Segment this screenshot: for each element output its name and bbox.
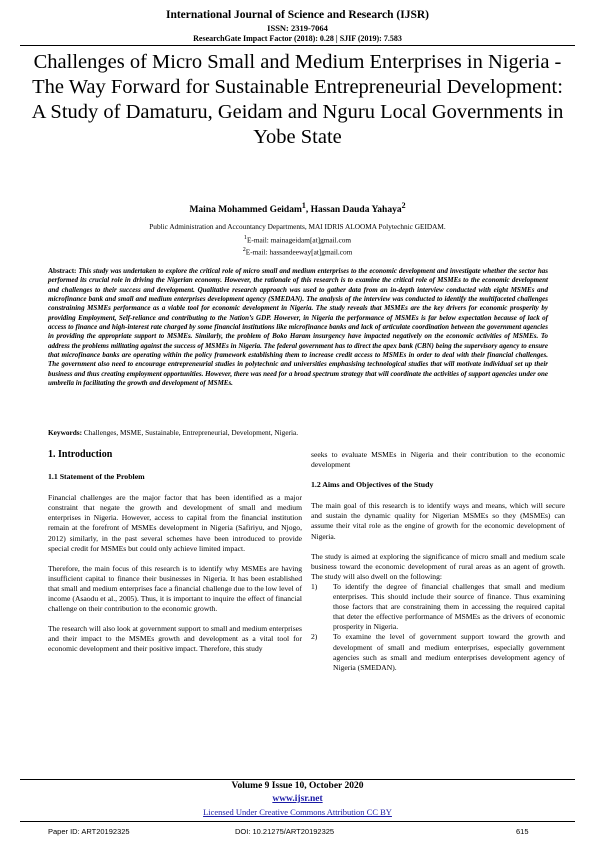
right-column [311, 450, 565, 673]
author-line [0, 201, 595, 215]
license-link[interactable]: Licensed Under Creative Commons Attribution CC BY [203, 807, 392, 817]
paragraph: Therefore, the main focus of this research is to identify why MSMEs are having insufficient capital to finance their businesses in Nigeria. It has been established that small and medium enterprises face a financial challenge due to the low level of income (Asaodu et al., 2005). Thus, it is important to inquire the effect of financial challenge on their contribution to the economic growth. [48, 563, 302, 614]
subsection-heading: 1.1 Statement of the Problem [48, 472, 145, 482]
author-separator: , [305, 205, 311, 216]
paragraph: seeks to evaluate MSMEs in Nigeria and their contribution to the economic development [311, 450, 565, 470]
list-item-text: To identify the degree of financial challenges that small and medium enterprises. This should include their source of finance. Thus examining those factors that are constraining them in accessing the required capital that deter the effective performance of MSMEs as the drivers of economic prosperity in Nigeria. [333, 581, 565, 632]
footer-rule [20, 779, 575, 780]
email-line [0, 245, 595, 258]
paragraph: The main goal of this research is to identify ways and means, which will secure and sustain the dynamic quality for Nigerian MSMEs so they (MSMEs) can assume their vital role as the engine of growth for the economic development of Nigeria. [311, 501, 565, 541]
volume-issue: Volume 9 Issue 10, October 2020 [231, 781, 364, 791]
affiliation-line: Public Administration and Accountancy Departments, MAI IDRIS ALOOMA Polytechnic GEIDAM. [149, 222, 446, 231]
author-name: Hassan Dauda Yahaya [310, 205, 402, 216]
author-affil-mark: 2 [401, 201, 406, 210]
list-item [311, 632, 565, 672]
list-item-number: 1) [311, 581, 318, 591]
email-line [0, 233, 595, 246]
journal-name: International Journal of Science and Research (IJSR) [165, 9, 429, 21]
list-item [311, 582, 565, 632]
footer-bottom-rule [20, 821, 575, 822]
affil-mark: 2 [242, 247, 246, 254]
objectives-list [311, 582, 565, 673]
author-name: Maina Mohammed Geidam [189, 205, 302, 216]
keywords-text: Challenges, MSME, Sustainable, Entrepreneurial, Development, Nigeria. [83, 428, 299, 437]
paragraph: The research will also look at government support to small and medium enterprises and their impact to the MSMEs growth and development as a vital tool for economic development and their positive impact. Therefore, this study [48, 624, 302, 654]
abstract-label: Abstract: [48, 267, 77, 275]
paper-title: Challenges of Micro Small and Medium Enterprises in Nigeria - The Way Forward for Sustainable Entrepreneurial Development: A Study of Damaturu, Geidam and Nguru Local Governments in Yobe State [31, 51, 564, 148]
list-item-number: 2) [311, 632, 318, 642]
paper-id: Paper ID: ART20192325 [48, 827, 130, 836]
journal-impact-factor: ResearchGate Impact Factor (2018): 0.28 | SJIF (2019): 7.583 [193, 34, 402, 43]
author-email: E-mail: mainageidam[at]gmail.com [246, 234, 352, 244]
subsection-heading: 1.2 Aims and Objectives of the Study [311, 480, 434, 490]
header-rule [20, 45, 575, 46]
affiliation [0, 222, 595, 258]
journal-issn: ISSN: 2319-7064 [267, 23, 328, 33]
journal-website-link[interactable]: www.ijsr.net [272, 794, 323, 804]
abstract-text: This study was undertaken to explore the critical role of micro small and medium enterprises to the economic development and investigate whether the sector has performed its crucial role in driving the Nigerian economy. However, the rationale of this research is to examine the critical role of MSMEs to the economic development and challenges to their success and development. Qualitative research approach was used to gather data from an in-depth interview conducted with eight MSMEs and microfinance bank and small and medium enterprises development agency (SMEDAN). The analysis of the interview was conducted to identify the multifaceted challenges constraining MSMEs performance as a viable tool for economic development in Nigeria. The study reveals that MSMEs are the key drivers for economic prosperity by providing Employment, Self-reliance and contributing to the Nation’s GDP. However, in Nigeria the performance of MSMEs is far below expectation because of lack of access to finance and high-interest rate charged by some financial institutions like microfinance banks and lack of articulate coordination between the government agencies in providing the appropriate support to MSMEs. Similarly, the problem of Boko Haram insurgency have impacted negatively on the economic activities of MSMEs. To address the problems militating against the success of MSMEs in Nigeria. The federal government has to direct the apex bank (CBN) being the supervisory agency to ensure that microfinance banks are operating within the policy framework establishing them to increase credit access to MSMEs in order to deal with their financial challenges. The government also need to encourage entrepreneurial studies in polytechnic and universities emphasising technological studies that will motivate individual set up their business and thus creating employment opportunities. However, there was need for a broad spectrum strategy that will coordinate the activities of support agencies under one umbrella in facilitating the growth and development of MSMEs. [48, 267, 549, 388]
keywords [48, 428, 548, 437]
author-email: E-mail: hassandeeway[at]gmail.com [245, 247, 353, 257]
page-number: 615 [516, 827, 529, 836]
paragraph: The study is aimed at exploring the significance of micro small and medium scale business toward the economic development of rural areas as an agent of growth. The study will also dwell on the following: [311, 551, 565, 581]
left-column [48, 450, 302, 665]
keywords-label: Keywords: [48, 428, 83, 437]
abstract [48, 267, 548, 388]
section-heading: 1. Introduction [48, 449, 113, 460]
author-affil-mark: 1 [301, 201, 306, 210]
affil-mark: 1 [243, 234, 247, 241]
paragraph: Financial challenges are the major factor that has been identified as a major constraint that negate the growth and development of small and medium enterprises in Nigeria. However, access to capital from the financial institution remain at the forefront of MSMEs development in Nigeria (Safiriyu, and Njogo, 2012) similarly, in the past several schemes have been introduced to provide special credit for MSMEs but could only achieve limited impact. [48, 493, 302, 553]
list-item-text: To examine the level of government support toward the growth and development of small and medium enterprises, especially government agencies such as small and medium enterprises development agency of Nigeria (SMEDAN). [333, 632, 565, 672]
doi: DOI: 10.21275/ART20192325 [235, 827, 335, 836]
